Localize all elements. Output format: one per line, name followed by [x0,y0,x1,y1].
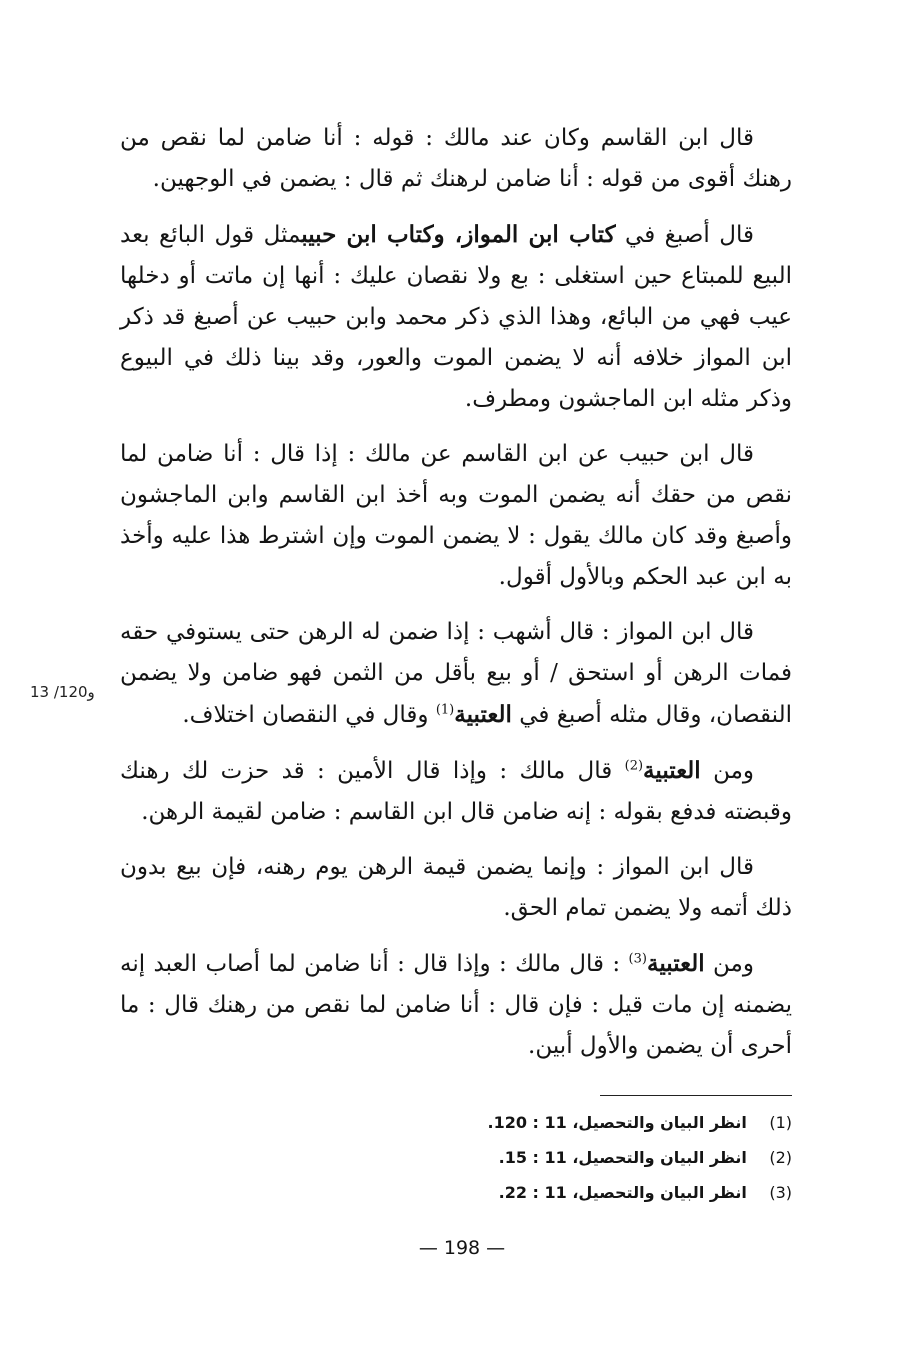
paragraph-text: قال ابن المواز : قال أشهب : إذا ضمن له الرهن حتى يستوفي حقه فمات الرهن أو استحق / أو بيع بأقل من الثمن فهو ضامن ولا يضمن النقصان، وقال مثله أصبغ في [120,619,792,728]
paragraph [120,434,792,598]
footnote-text: انظر البيان والتحصيل، 11 : 15. [498,1148,747,1167]
paragraph-text: مثل قول البائع بعد البيع للمبتاع حين استغلى : بع ولا نقصان عليك : أنها إن ماتت أو دخلها عيب فهي من البائع، وهذا الذي ذكر محمد وابن حبيب عن أصبغ قد ذكر ابن المواز خلافه أنه لا يضمن الموت والعور، وقد بينا ذلك في البيوع وذكر مثله ابن الماجشون ومطرف. [120,222,792,412]
footnote-number: (2) [769,1148,792,1167]
bold-title: العتبية [454,701,512,728]
footnote-ref: (1) [435,702,455,718]
paragraph-text: قال ابن القاسم وكان عند مالك : قوله : أنا ضامن لما نقص من رهنك أقوى من قوله : أنا ضامن لرهنك ثم قال : يضمن في الوجهين. [120,125,792,192]
paragraph-text: ومن [700,758,754,784]
paragraph-text: وقال في النقصان اختلاف. [182,702,436,728]
paragraph [120,612,792,736]
paragraph-text: : قال مالك : وإذا قال : أنا ضامن لما أصاب العبد إنه يضمنه إن مات قيل : فإن قال : أنا ضامن لما نقص من رهنك قال : ما أحرى أن يضمن والأول أبين. [120,951,792,1059]
paragraph [120,750,792,833]
footnote [420,1175,792,1210]
footnote-text: انظر البيان والتحصيل، 11 : 120. [487,1113,747,1132]
bold-title: العتبية [643,757,701,784]
footnote-number: (3) [769,1183,792,1202]
paragraph-text: قال أصبغ في [615,222,754,248]
footnote-ref: (2) [624,758,644,774]
footnote-ref: (3) [628,951,647,967]
paragraph [120,847,792,929]
paragraph-text: ومن [704,951,754,977]
bold-title: كتاب ابن المواز، وكتاب ابن حبيب [301,221,616,248]
main-text [120,118,792,1081]
footnotes [420,1105,792,1210]
bold-title: العتبية [646,950,705,977]
page-number: — 198 — [418,1237,506,1259]
footnote-divider [600,1095,792,1096]
paragraph [120,943,792,1067]
footnote-text: انظر البيان والتحصيل، 11 : 22. [498,1183,747,1202]
footnote [420,1140,792,1175]
paragraph [120,214,792,420]
paragraph-text: قال ابن المواز : وإنما يضمن قيمة الرهن يوم رهنه، فإن بيع بدون ذلك أتمه ولا يضمن تمام الحق. [120,854,792,921]
paragraph [120,118,792,200]
footnote [420,1105,792,1140]
footnote-number: (1) [769,1113,792,1132]
paragraph-text: قال ابن حبيب عن ابن القاسم عن مالك : إذا قال : أنا ضامن لما نقص من حقك أنه يضمن الموت وبه أخذ ابن القاسم وابن الماجشون وأصبغ وقد كان مالك يقول : لا يضمن الموت وإن اشترط هذا عليه وأخذ به ابن عبد الحكم وبالأول أقول. [120,441,792,590]
paragraph-text: قال مالك : وإذا قال الأمين : قد حزت لك رهنك وقبضته فدفع بقوله : إنه ضامن قال ابن القاسم : ضامن لقيمة الرهن. [120,758,792,825]
manuscript-folio-note: 13 /120و [30,683,95,701]
